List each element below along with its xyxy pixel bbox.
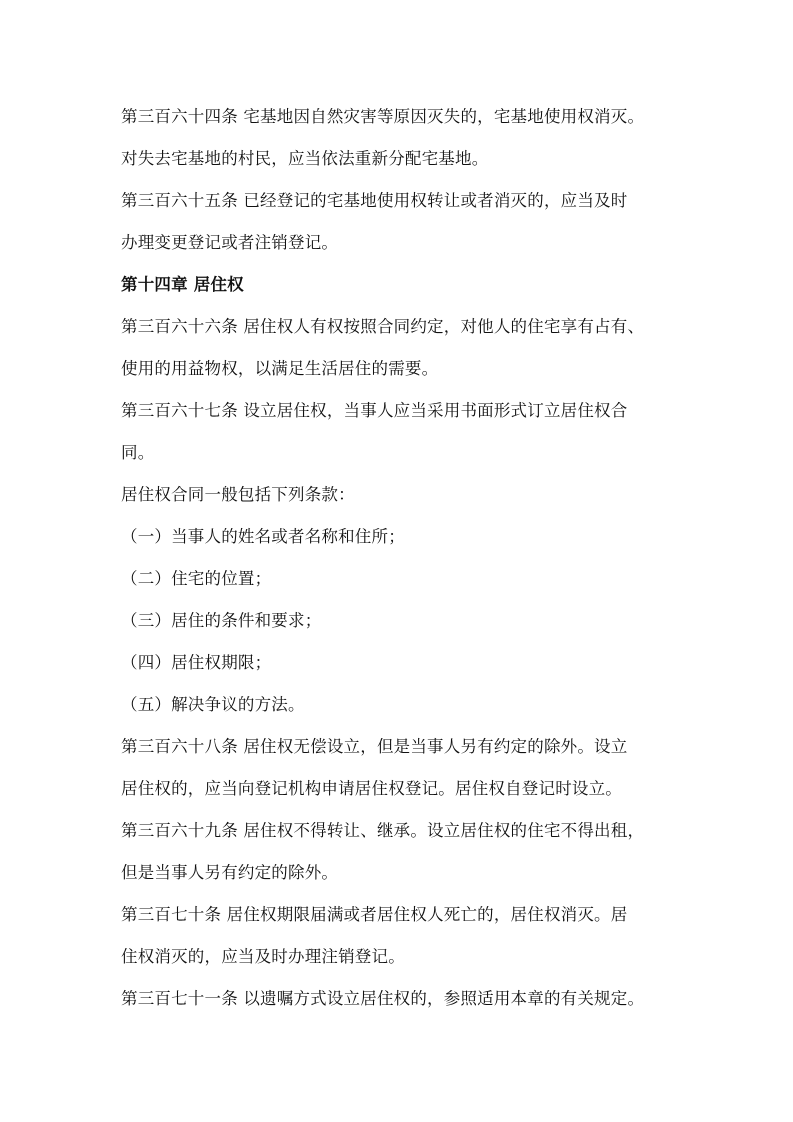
clause-item-1: （一）当事人的姓名或者名称和住所； — [121, 527, 405, 546]
article-367-line-2: 同。 — [121, 443, 155, 462]
article-370-line-1: 第三百七十条 居住权期限届满或者居住权人死亡的，居住权消灭。居 — [121, 905, 628, 924]
article-368-line-2: 居住权的，应当向登记机构申请居住权登记。居住权自登记时设立。 — [121, 779, 622, 798]
clause-item-2: （二）住宅的位置； — [121, 569, 272, 588]
article-365-line-2: 办理变更登记或者注销登记。 — [121, 233, 339, 252]
chapter-heading: 第十四章 居住权 — [121, 275, 244, 294]
article-365-line-1: 第三百六十五条 已经登记的宅基地使用权转让或者消灭的，应当及时 — [121, 191, 628, 210]
article-366-line-1: 第三百六十六条 居住权人有权按照合同约定，对他人的住宅享有占有、 — [121, 317, 645, 336]
article-368-line-1: 第三百六十八条 居住权无偿设立，但是当事人另有约定的除外。设立 — [121, 737, 628, 756]
clause-item-5: （五）解决争议的方法。 — [121, 695, 305, 714]
clause-item-3: （三）居住的条件和要求； — [121, 611, 322, 630]
article-366-line-2: 使用的用益物权，以满足生活居住的需要。 — [121, 359, 439, 378]
clause-item-4: （四）居住权期限； — [121, 653, 272, 672]
article-371-line-1: 第三百七十一条 以遗嘱方式设立居住权的，参照适用本章的有关规定。 — [121, 989, 645, 1008]
article-364-line-2: 对失去宅基地的村民，应当依法重新分配宅基地。 — [121, 149, 489, 168]
article-370-line-2: 住权消灭的，应当及时办理注销登记。 — [121, 947, 405, 966]
article-364-line-1: 第三百六十四条 宅基地因自然灾害等原因灭失的，宅基地使用权消灭。 — [121, 107, 645, 126]
contract-clauses-intro: 居住权合同一般包括下列条款： — [121, 485, 355, 504]
article-369-line-1: 第三百六十九条 居住权不得转让、继承。设立居住权的住宅不得出租， — [121, 821, 645, 840]
article-367-line-1: 第三百六十七条 设立居住权，当事人应当采用书面形式订立居住权合 — [121, 401, 628, 420]
article-369-line-2: 但是当事人另有约定的除外。 — [121, 863, 339, 882]
